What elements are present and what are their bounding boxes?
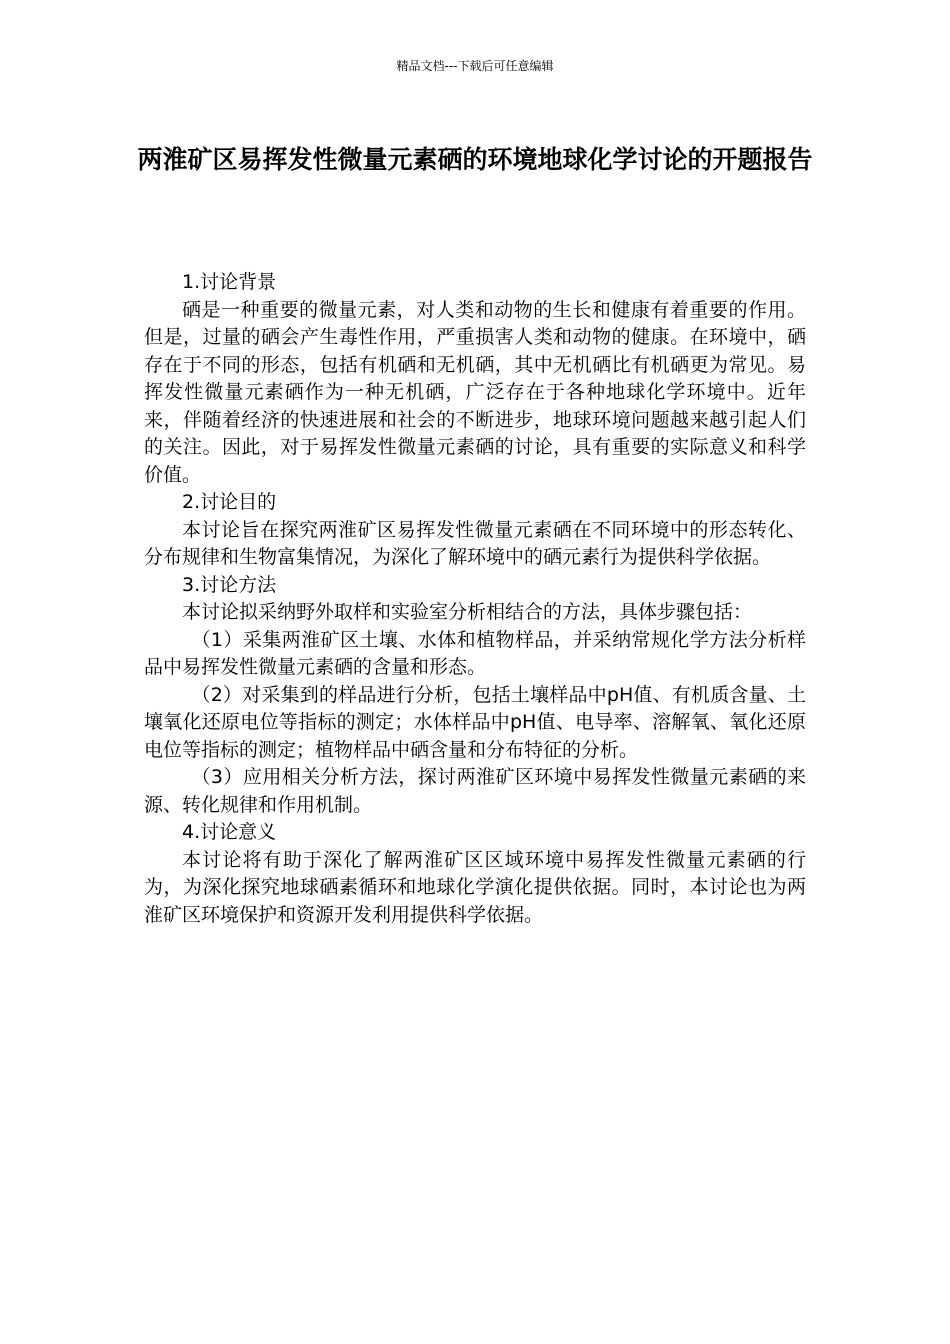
paragraph-significance: 本讨论将有助于深化了解两淮矿区区域环境中易挥发性微量元素硒的行为，为深化探究地球硒素循环和地球化学演化提供依据。同时，本讨论也为两淮矿区环境保护和资源开发利用提供科学依据。 (144, 848, 806, 926)
section-heading-significance: 4.讨论意义 (182, 821, 277, 843)
paragraph-method-intro: 本讨论拟采纳野外取样和实验室分析相结合的方法，具体步骤包括： (182, 601, 753, 623)
paragraph-method-step-1: （1）采集两淮矿区土壤、水体和植物样品，并采纳常规化学方法分析样品中易挥发性微量元素硒的含量和形态。 (144, 628, 806, 678)
paragraph-purpose: 本讨论旨在探究两淮矿区易挥发性微量元素硒在不同环境中的形态转化、分布规律和生物富集情况，为深化了解环境中的硒元素行为提供科学依据。 (144, 518, 806, 568)
section-heading-background: 1.讨论背景 (182, 271, 277, 293)
paragraph-background: 硒是一种重要的微量元素，对人类和动物的生长和健康有着重要的作用。但是，过量的硒会产生毒性作用，严重损害人类和动物的健康。在环境中，硒存在于不同的形态，包括有机硒和无机硒，其中无机硒比有机硒更为常见。易挥发性微量元素硒作为一种无机硒，广泛存在于各种地球化学环境中。近年来，伴随着经济的快速进展和社会的不断进步，地球环境问题越来越引起人们的关注。因此，对于易挥发性微量元素硒的讨论，具有重要的实际意义和科学价值。 (144, 298, 806, 486)
document-body (144, 269, 806, 929)
section-heading-purpose: 2.讨论目的 (182, 491, 277, 513)
paragraph-method-step-2: （2）对采集到的样品进行分析，包括土壤样品中pH值、有机质含量、土壤氧化还原电位等指标的测定；水体样品中pH值、电导率、溶解氧、氧化还原电位等指标的测定；植物样品中硒含量和分布特征的分析。 (144, 683, 806, 761)
document-title: 两淮矿区易挥发性微量元素硒的环境地球化学讨论的开题报告 (137, 145, 813, 174)
section-heading-method: 3.讨论方法 (182, 573, 277, 596)
header-note: 精品文档---下载后可任意编辑 (396, 59, 554, 73)
paragraph-method-step-3: （3）应用相关分析方法，探讨两淮矿区环境中易挥发性微量元素硒的来源、转化规律和作用机制。 (144, 766, 806, 816)
